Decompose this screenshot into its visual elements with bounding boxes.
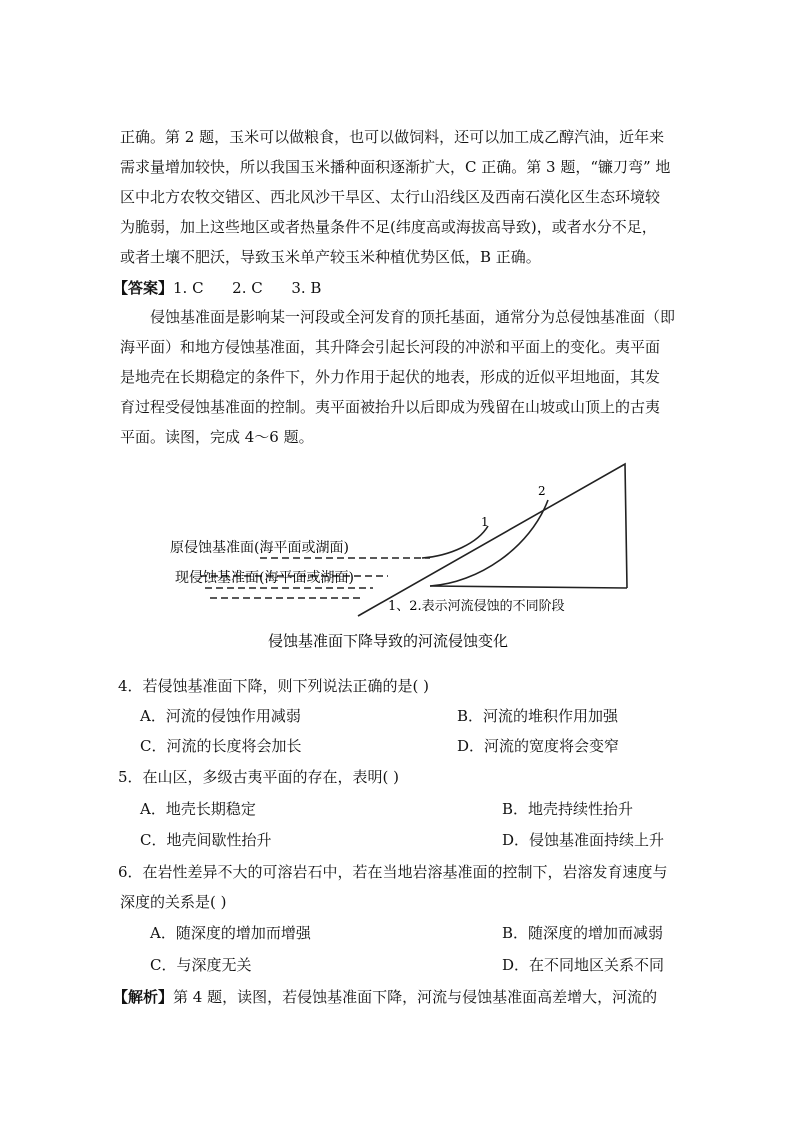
intro-line-1: 侵蚀基准面是影响某一河段或全河发育的顶托基面，通常分为总侵蚀基准面（即 [150,308,676,326]
question-5-option-c: C．地壳间歇性抬升 [140,831,272,849]
slope-line [358,464,627,616]
question-4-option-d: D．河流的宽度将会变窄 [457,737,620,755]
label-original-base: 原侵蚀基准面(海平面或湖面) [170,540,349,556]
explanation-line-2: 需求量增加较快，所以我国玉米播种面积逐渐扩大，C 正确。第 3 题，“镰刀弯” 地 [120,158,671,176]
answer-tag: 【答案】 [113,279,174,297]
marker-1: 1 [481,515,489,529]
question-6-option-b: B．随深度的增加而减弱 [502,924,664,942]
question-6-stem-line-1: 6．在岩性差异不大的可溶岩石中，若在当地岩溶基准面的控制下，岩溶发育速度与 [118,863,668,881]
erosion-base-diagram [160,458,640,658]
label-current-base: 现侵蚀基准面(海平面或湖面) [175,570,354,586]
explanation-line-4: 为脆弱，加上这些地区或者热量条件不足(纬度高或海拔高导致)，或者水分不足， [120,218,657,236]
intro-line-3: 是地壳在长期稳定的条件下，外力作用于起伏的地表，形成的近似平坦地面，其发 [120,368,661,386]
erosion-curve-2 [430,500,548,586]
question-5-option-a: A．地壳长期稳定 [140,800,256,818]
question-6-option-d: D．在不同地区关系不同 [502,956,665,974]
legend-note: 1、2.表示河流侵蚀的不同阶段 [388,599,565,614]
analysis-text: 第 4 题，读图，若侵蚀基准面下降，河流与侵蚀基准面高差增大，河流的 [173,988,658,1006]
marker-2: 2 [538,484,546,498]
explanation-line-3: 区中北方农牧交错区、西北风沙干旱区、太行山沿线区及西南石漠化区生态环境较 [120,188,661,206]
question-4-option-a: A．河流的侵蚀作用减弱 [140,707,301,725]
analysis-line [113,987,657,1007]
explanation-line-5: 或者土壤不肥沃，导致玉米单产较玉米种植优势区低，B 正确。 [120,248,541,266]
answer-line [113,278,321,298]
erosion-curve-1 [422,526,488,558]
question-4-option-b: B．河流的堆积作用加强 [457,707,619,725]
question-4-stem: 4．若侵蚀基准面下降，则下列说法正确的是( ) [118,677,430,695]
question-6-option-c: C．与深度无关 [150,956,252,974]
intro-line-4: 育过程受侵蚀基准面的控制。夷平面被抬升以后即成为残留在山坡或山顶上的古夷 [120,398,661,416]
question-5-option-d: D．侵蚀基准面持续上升 [502,831,665,849]
question-6-option-a: A．随深度的增加而增强 [150,924,311,942]
intro-line-5: 平面。读图，完成 4～6 题。 [120,428,314,446]
current-ground-line [430,586,627,588]
figure-caption: 侵蚀基准面下降导致的河流侵蚀变化 [268,632,509,650]
question-5-option-b: B．地壳持续性抬升 [502,800,634,818]
intro-line-2: 海平面）和地方侵蚀基准面，其升降会引起长河段的冲淤和平面上的变化。夷平面 [120,338,661,356]
question-6-stem-line-2: 深度的关系是( ) [120,893,227,911]
question-5-stem: 5．在山区，多级古夷平面的存在，表明( ) [118,768,400,786]
question-4-option-c: C．河流的长度将会加长 [140,737,302,755]
answer-text: 1. C 2. C 3. B [173,279,322,297]
explanation-line-1: 正确。第 2 题，玉米可以做粮食，也可以做饲料，还可以加工成乙醇汽油，近年来 [120,128,665,146]
analysis-tag: 【解析】 [113,988,174,1006]
